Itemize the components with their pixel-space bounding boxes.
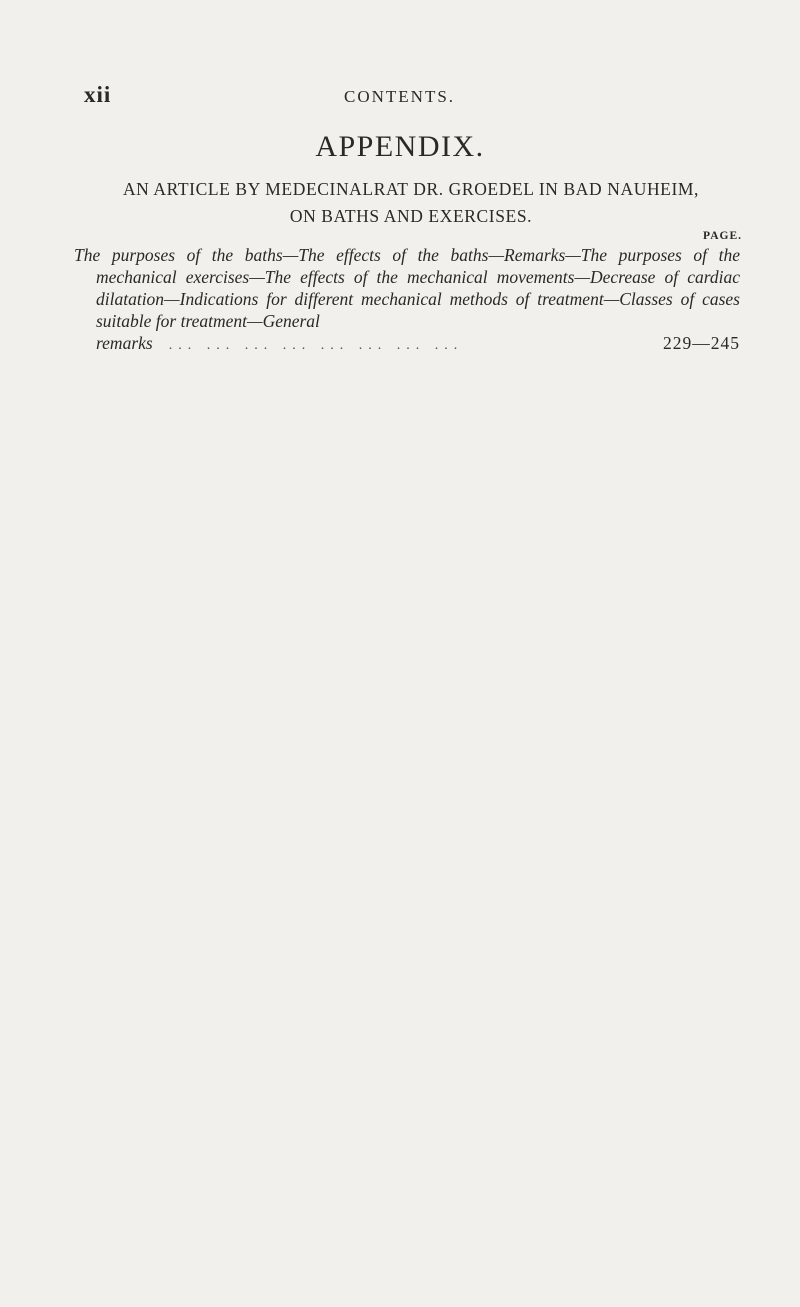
running-head bbox=[74, 82, 726, 112]
dot-leaders: ... ... ... ... ... ... ... ... bbox=[168, 338, 464, 353]
page-range: 229—245 bbox=[663, 333, 740, 353]
toc-entry-last-word: remarks bbox=[96, 333, 153, 353]
toc-entry bbox=[74, 244, 740, 357]
toc-entry-text: The purposes of the baths—The effects of the baths—Remarks—The purposes of the mechanical exercises—The effects of the mechanical movements—Decrease of cardiac dilatation—Indications for different mechanical methods of treatment—Classes of cases suitable for treatment—General bbox=[74, 245, 740, 331]
page-number: xii bbox=[84, 82, 112, 107]
page-column-label: PAGE. bbox=[703, 230, 742, 242]
appendix-title: APPENDIX. bbox=[315, 130, 485, 163]
article-heading-line-1: AN ARTICLE BY MEDECINALRAT DR. GROEDEL IN BAD NAUHEIM, bbox=[122, 179, 700, 199]
running-title: CONTENTS. bbox=[344, 87, 456, 106]
toc-entry-last-line bbox=[74, 332, 740, 357]
article-heading bbox=[76, 176, 746, 230]
article-heading-line-2: ON BATHS AND EXERCISES. bbox=[289, 206, 533, 226]
